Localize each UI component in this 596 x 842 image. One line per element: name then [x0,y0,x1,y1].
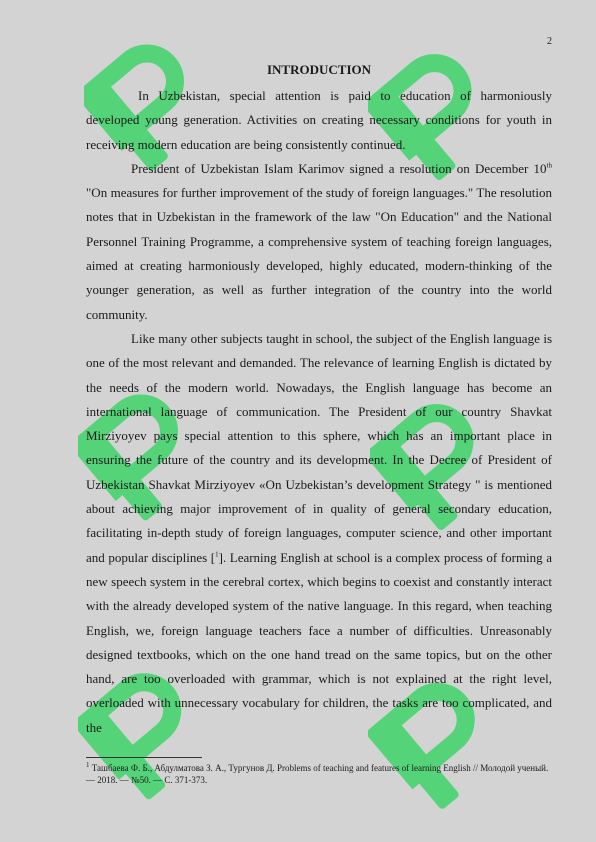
page-title: INTRODUCTION [266,62,371,77]
footnote-text: Ташбаева Ф. Б., Абдулматова З. А., Тургунов Д. Problems of teaching and features of learning English // Молодой ученый. — 2018. — №50. — С. 371-373. [86,763,549,785]
footnote-separator [86,757,202,758]
paragraph-3-text-a: Like many other subjects taught in school, the subject of the English language is one of the most relevant and demanded. The relevance of learning English is dictated by the needs of the modern world. Nowadays, the English language has become an international language of communication. The President of our country Shavkat Mirziyoyev pays special attention to this sphere, which has an important place in ensuring the future of the country and its development. In the Decree of President of Uzbekistan Shavkat Mirziyoyev «On Uzbekistan’s development Strategy " is mentioned about achieving major improvement of in quality of general secondary education, facilitating in-depth study of foreign languages, computer science, and other important and popular disciplines [ [86,330,552,565]
paragraph-2 [86,157,552,327]
footnote-reference[interactable]: 1 [215,550,219,559]
paragraph-2-text-a: President of Uzbekistan Islam Karimov signed a resolution on December 10 [131,160,547,176]
page-number: 2 [547,36,552,47]
paragraph-3 [86,327,552,740]
paragraph-1: In Uzbekistan, special attention is paid to education of harmoniously developed young generation. Activities on creating necessary conditions for youth in receiving modern education are being consistently continued. [86,88,552,152]
body-text [86,84,552,740]
paragraph-3-text-b: ]. Learning English at school is a complex process of forming a new speech system in the cerebral cortex, which begins to coexist and constantly interact with the already developed system of the native language. In this regard, when teaching English, we, foreign language teachers face a number of difficulties. Unreasonably designed textbooks, which on the one hand tread on the same topics, but on the other hand, are too overloaded with grammar, which is not explained at the right level, overloaded with unnecessary vocabulary for children, the tasks are too complicated, and the [86,549,552,735]
ordinal-superscript: th [546,161,552,170]
paragraph-2-text-b: "On measures for further improvement of the study of foreign languages." The resolution notes that in Uzbekistan in the framework of the law "On Education" and the National Personnel Training Programme, a comprehensive system of teaching foreign languages, aimed at creating harmoniously developed, highly educated, modern-thinking of the younger generation, as well as further integration of the country into the world community. [86,185,552,322]
footnote [86,762,552,786]
footnote-mark: 1 [86,761,90,769]
